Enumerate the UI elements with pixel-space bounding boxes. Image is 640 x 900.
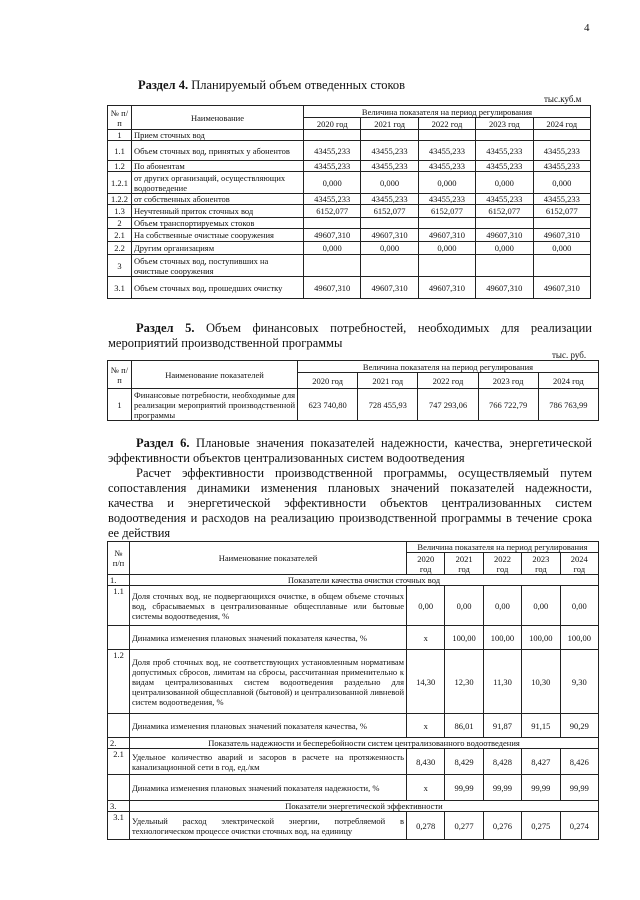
row-name: Финансовые потребности, необходимые для реализации мероприятий производственной программы bbox=[132, 389, 298, 421]
table-row bbox=[108, 389, 599, 421]
row-value: 0,275 bbox=[522, 812, 560, 840]
row-number: 3 bbox=[108, 255, 132, 277]
row-value: 0,278 bbox=[407, 812, 445, 840]
row-value: 43455,233 bbox=[361, 194, 418, 205]
s4-col-num: № п/п bbox=[108, 106, 132, 130]
row-number: 1 bbox=[108, 130, 132, 141]
row-number: 1.1 bbox=[108, 586, 130, 626]
row-name: Объем сточных вод, прошедших очистку bbox=[132, 277, 304, 299]
row-value: 0,00 bbox=[483, 586, 521, 626]
row-value: x bbox=[407, 775, 445, 801]
row-name: Динамика изменения плановых значений показателя качества, % bbox=[130, 714, 407, 738]
table-row bbox=[108, 141, 591, 161]
row-value bbox=[418, 218, 475, 229]
row-value: 0,274 bbox=[560, 812, 598, 840]
row-value: 0,276 bbox=[483, 812, 521, 840]
s6-year: 2022 год bbox=[483, 553, 521, 575]
row-value: 6152,077 bbox=[533, 205, 590, 218]
row-value: 9,30 bbox=[560, 650, 598, 714]
row-value: 0,000 bbox=[304, 172, 361, 194]
row-value: x bbox=[407, 714, 445, 738]
row-number: 1.3 bbox=[108, 205, 132, 218]
row-value bbox=[361, 218, 418, 229]
row-value: 747 293,06 bbox=[418, 389, 478, 421]
s6-col-name: Наименование показателей bbox=[130, 542, 407, 575]
table-row bbox=[108, 242, 591, 255]
section5-table bbox=[107, 360, 599, 421]
row-value: 99,99 bbox=[483, 775, 521, 801]
row-name: Динамика изменения плановых значений показателя надежности, % bbox=[130, 775, 407, 801]
section6-text bbox=[108, 436, 592, 541]
row-value: 8,426 bbox=[560, 749, 598, 775]
group-title: Показатель надежности и бесперебойности систем централизованного водоотведения bbox=[130, 738, 599, 749]
row-value: 6152,077 bbox=[361, 205, 418, 218]
row-value bbox=[533, 218, 590, 229]
row-value: 49607,310 bbox=[476, 229, 533, 242]
table-row bbox=[108, 749, 599, 775]
row-value: 43455,233 bbox=[476, 161, 533, 172]
table-row bbox=[108, 626, 599, 650]
section5-title-bold: Раздел 5. bbox=[136, 321, 195, 335]
group-number: 2. bbox=[108, 738, 130, 749]
row-value: x bbox=[407, 626, 445, 650]
row-name: от других организаций, осуществляющих водоотведение bbox=[132, 172, 304, 194]
row-value: 43455,233 bbox=[418, 161, 475, 172]
row-value: 8,429 bbox=[445, 749, 483, 775]
row-value: 43455,233 bbox=[304, 194, 361, 205]
row-number: 1.2 bbox=[108, 650, 130, 714]
row-value: 0,000 bbox=[418, 172, 475, 194]
row-value: 0,000 bbox=[418, 242, 475, 255]
row-name: Удельный расход электрической энергии, потребляемой в технологическом процессе очистки сточных вод, на единицу bbox=[130, 812, 407, 840]
row-value: 14,30 bbox=[407, 650, 445, 714]
s4-col-group: Величина показателя на период регулирования bbox=[304, 106, 591, 118]
row-name: от собственных абонентов bbox=[132, 194, 304, 205]
table-row bbox=[108, 277, 591, 299]
row-number: 2.1 bbox=[108, 229, 132, 242]
row-value: 0,000 bbox=[476, 242, 533, 255]
row-value: 43455,233 bbox=[533, 141, 590, 161]
row-value: 0,000 bbox=[476, 172, 533, 194]
row-value: 43455,233 bbox=[533, 161, 590, 172]
section5-title bbox=[108, 321, 592, 351]
row-value: 49607,310 bbox=[361, 277, 418, 299]
section5-title-text: Объем финансовых потребностей, необходимых для реализации мероприятий производственной программы bbox=[108, 321, 592, 350]
row-value: 91,87 bbox=[483, 714, 521, 738]
row-value: 43455,233 bbox=[476, 194, 533, 205]
row-value bbox=[533, 130, 590, 141]
row-value: 43455,233 bbox=[476, 141, 533, 161]
row-name: Доля проб сточных вод, не соответствующих установленным нормативам допустимых сбросов, лимитам на сбросы, рассчитанная применительно к видам централизованных систем водоотведения раздельно для централизованной общесплавной (бытовой) и централизованной ливневой систем водоотведения, % bbox=[130, 650, 407, 714]
row-value: 8,430 bbox=[407, 749, 445, 775]
row-value: 49607,310 bbox=[304, 229, 361, 242]
row-value: 49607,310 bbox=[304, 277, 361, 299]
s4-year: 2022 год bbox=[418, 118, 475, 130]
row-name: Неучтенный приток сточных вод bbox=[132, 205, 304, 218]
row-number: 1.2.1 bbox=[108, 172, 132, 194]
table-row bbox=[108, 650, 599, 714]
row-name: Другим организациям bbox=[132, 242, 304, 255]
row-value: 0,000 bbox=[533, 172, 590, 194]
row-value: 43455,233 bbox=[361, 161, 418, 172]
row-value bbox=[476, 130, 533, 141]
section4-unit: тыс.куб.м bbox=[544, 94, 582, 104]
s6-col-group: Величина показателя на период регулирования bbox=[407, 542, 599, 553]
row-value: 6152,077 bbox=[418, 205, 475, 218]
table-row bbox=[108, 218, 591, 229]
section6-paragraph: Расчет эффективности производственной программы, осуществляемый путем сопоставления динамики изменения плановых значений показателей надежности, качества и энергетической эффективности объектов централизованных систем водоотведения и расходов на реализацию производственной программы в течение срока ее действия bbox=[108, 466, 592, 540]
row-number: 1.1 bbox=[108, 141, 132, 161]
section6-title-text: Плановые значения показателей надежности, качества, энергетической эффективности объектов централизованных систем водоотведения bbox=[108, 436, 592, 465]
row-value: 8,428 bbox=[483, 749, 521, 775]
row-number: 3.1 bbox=[108, 277, 132, 299]
row-name: Динамика изменения плановых значений показателя качества, % bbox=[130, 626, 407, 650]
section5-unit: тыс. руб. bbox=[552, 350, 587, 360]
table-row bbox=[108, 586, 599, 626]
row-value: 0,00 bbox=[522, 586, 560, 626]
group-title: Показатели качества очистки сточных вод bbox=[130, 575, 599, 586]
row-name: Объем транспортируемых стоков bbox=[132, 218, 304, 229]
s5-col-name: Наименование показателей bbox=[132, 361, 298, 389]
row-value bbox=[476, 255, 533, 277]
row-value: 11,30 bbox=[483, 650, 521, 714]
row-value: 43455,233 bbox=[418, 141, 475, 161]
row-value: 49607,310 bbox=[361, 229, 418, 242]
row-value: 0,00 bbox=[445, 586, 483, 626]
s4-col-name: Наименование bbox=[132, 106, 304, 130]
row-value: 0,00 bbox=[560, 586, 598, 626]
row-value bbox=[304, 218, 361, 229]
row-value bbox=[361, 255, 418, 277]
section4-title-text: Планируемый объем отведенных стоков bbox=[188, 78, 406, 92]
table-row bbox=[108, 812, 599, 840]
row-value: 43455,233 bbox=[418, 194, 475, 205]
s6-year: 2021 год bbox=[445, 553, 483, 575]
s5-col-num: № п/п bbox=[108, 361, 132, 389]
row-value bbox=[476, 218, 533, 229]
row-value bbox=[418, 130, 475, 141]
table-row bbox=[108, 255, 591, 277]
s5-year: 2021 год bbox=[358, 373, 418, 389]
s5-year: 2024 год bbox=[538, 373, 598, 389]
row-value: 43455,233 bbox=[304, 141, 361, 161]
row-value: 49607,310 bbox=[476, 277, 533, 299]
row-name: Удельное количество аварий и засоров в расчете на протяженность канализационной сети в год, ед./км bbox=[130, 749, 407, 775]
row-value bbox=[533, 255, 590, 277]
row-value: 99,99 bbox=[522, 775, 560, 801]
row-number: 1 bbox=[108, 389, 132, 421]
table-row bbox=[108, 130, 591, 141]
row-name: Объем сточных вод, принятых у абонентов bbox=[132, 141, 304, 161]
table-row bbox=[108, 161, 591, 172]
s4-year: 2020 год bbox=[304, 118, 361, 130]
s5-year: 2020 год bbox=[298, 373, 358, 389]
row-value: 43455,233 bbox=[533, 194, 590, 205]
group-row bbox=[108, 575, 599, 586]
row-value: 100,00 bbox=[483, 626, 521, 650]
section4-title bbox=[138, 78, 405, 93]
row-value: 728 455,93 bbox=[358, 389, 418, 421]
row-name: По абонентам bbox=[132, 161, 304, 172]
s6-year: 2023 год bbox=[522, 553, 560, 575]
row-value: 0,277 bbox=[445, 812, 483, 840]
s4-year: 2021 год bbox=[361, 118, 418, 130]
table-row bbox=[108, 714, 599, 738]
row-value: 99,99 bbox=[560, 775, 598, 801]
row-value: 100,00 bbox=[560, 626, 598, 650]
row-number: 1.2.2 bbox=[108, 194, 132, 205]
s5-year: 2023 год bbox=[478, 373, 538, 389]
section6-title-bold: Раздел 6. bbox=[136, 436, 190, 450]
row-value: 766 722,79 bbox=[478, 389, 538, 421]
row-value: 49607,310 bbox=[533, 277, 590, 299]
row-value: 49607,310 bbox=[533, 229, 590, 242]
row-number bbox=[108, 714, 130, 738]
table-row bbox=[108, 205, 591, 218]
row-value: 786 763,99 bbox=[538, 389, 598, 421]
row-number: 2.1 bbox=[108, 749, 130, 775]
row-value: 91,15 bbox=[522, 714, 560, 738]
row-number bbox=[108, 775, 130, 801]
row-value: 623 740,80 bbox=[298, 389, 358, 421]
table-row bbox=[108, 229, 591, 242]
row-number: 2.2 bbox=[108, 242, 132, 255]
s4-year: 2024 год bbox=[533, 118, 590, 130]
s4-year: 2023 год bbox=[476, 118, 533, 130]
row-value: 90,29 bbox=[560, 714, 598, 738]
row-name: Прием сточных вод bbox=[132, 130, 304, 141]
section4-table bbox=[107, 105, 591, 299]
row-value: 6152,077 bbox=[476, 205, 533, 218]
row-value: 99,99 bbox=[445, 775, 483, 801]
row-number bbox=[108, 626, 130, 650]
row-number: 2 bbox=[108, 218, 132, 229]
group-row bbox=[108, 738, 599, 749]
row-value: 0,000 bbox=[361, 242, 418, 255]
row-value bbox=[304, 255, 361, 277]
row-value: 8,427 bbox=[522, 749, 560, 775]
s6-year: 2024 год bbox=[560, 553, 598, 575]
row-value: 49607,310 bbox=[418, 277, 475, 299]
s6-year: 2020 год bbox=[407, 553, 445, 575]
group-number: 1. bbox=[108, 575, 130, 586]
row-value: 6152,077 bbox=[304, 205, 361, 218]
row-value: 12,30 bbox=[445, 650, 483, 714]
row-value: 0,000 bbox=[533, 242, 590, 255]
table-row bbox=[108, 172, 591, 194]
row-value: 0,000 bbox=[361, 172, 418, 194]
row-value: 43455,233 bbox=[361, 141, 418, 161]
row-name: Доля сточных вод, не подвергающихся очистке, в общем объеме сточных вод, сбрасываемых в централизованные общесплавные или бытовые системы водоотведения, % bbox=[130, 586, 407, 626]
row-number: 3.1 bbox=[108, 812, 130, 840]
row-value: 100,00 bbox=[522, 626, 560, 650]
row-value: 49607,310 bbox=[418, 229, 475, 242]
row-value: 86,01 bbox=[445, 714, 483, 738]
table-row bbox=[108, 775, 599, 801]
s6-col-num: № п/п bbox=[108, 542, 130, 575]
row-value bbox=[418, 255, 475, 277]
section4-title-bold: Раздел 4. bbox=[138, 78, 189, 92]
s5-year: 2022 год bbox=[418, 373, 478, 389]
page-number: 4 bbox=[584, 22, 590, 34]
row-value: 0,000 bbox=[304, 242, 361, 255]
row-value bbox=[304, 130, 361, 141]
group-title: Показатели энергетической эффективности bbox=[130, 801, 599, 812]
table-row bbox=[108, 194, 591, 205]
row-value: 10,30 bbox=[522, 650, 560, 714]
row-number: 1.2 bbox=[108, 161, 132, 172]
row-value: 0,00 bbox=[407, 586, 445, 626]
section6-title bbox=[108, 436, 592, 466]
row-name: На собственные очистные сооружения bbox=[132, 229, 304, 242]
row-value: 43455,233 bbox=[304, 161, 361, 172]
s5-col-group: Величина показателя на период регулирования bbox=[298, 361, 599, 373]
group-number: 3. bbox=[108, 801, 130, 812]
section6-table bbox=[107, 541, 599, 840]
row-value bbox=[361, 130, 418, 141]
row-name: Объем сточных вод, поступивших на очистные сооружения bbox=[132, 255, 304, 277]
group-row bbox=[108, 801, 599, 812]
row-value: 100,00 bbox=[445, 626, 483, 650]
